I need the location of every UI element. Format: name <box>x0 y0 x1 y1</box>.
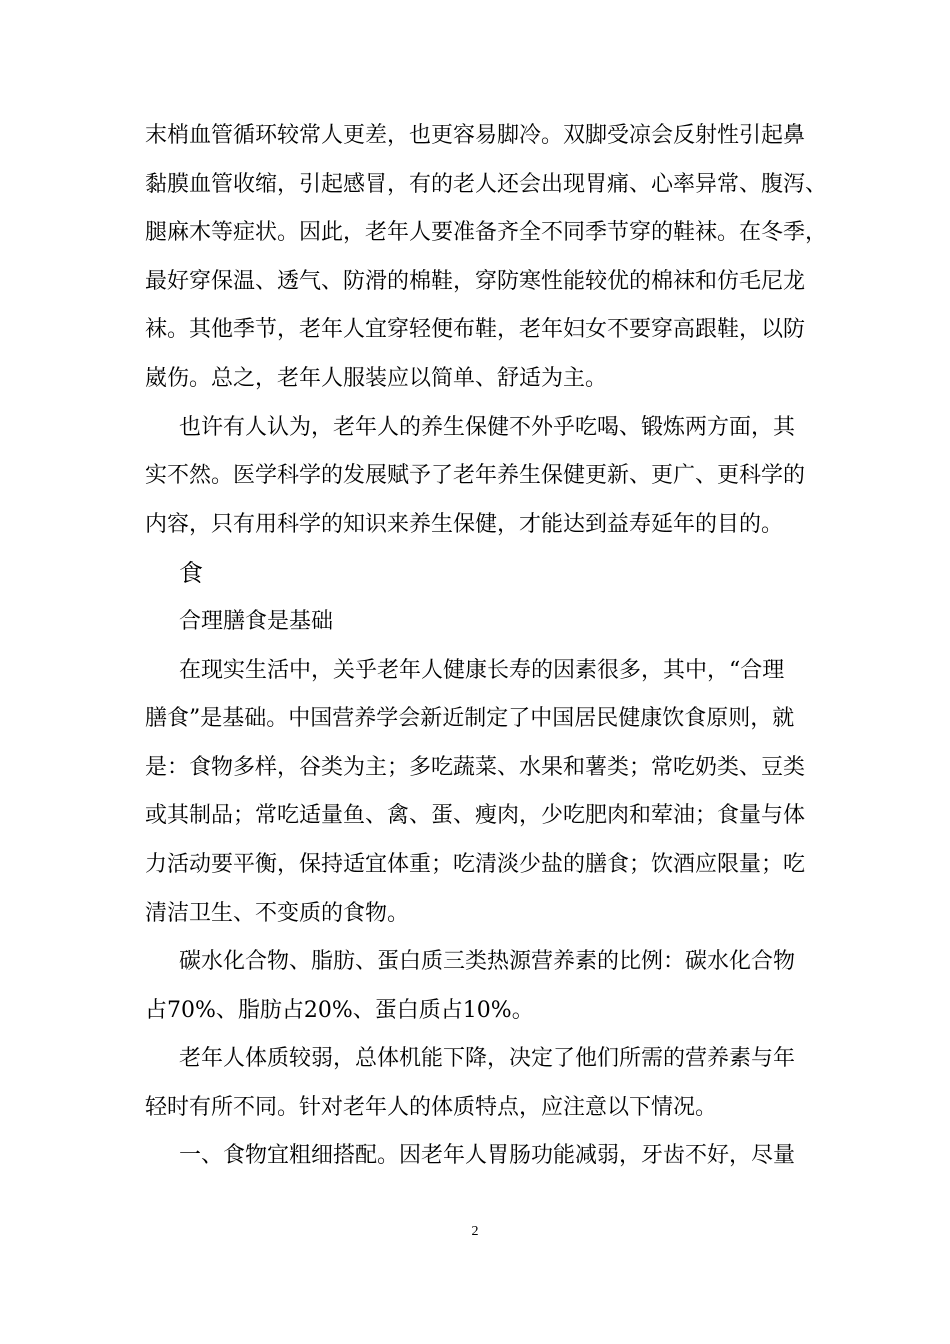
text-line: 最好穿保温、透气、防滑的棉鞋，穿防寒性能较优的棉袜和仿毛尼龙 <box>145 268 806 294</box>
text-line: 碳水化合物、脂肪、蛋白质三类热源营养素的比例：碳水化合物 <box>179 949 796 975</box>
paragraph-clothing-shoes <box>145 112 828 404</box>
section-subheading: 合理膳食是基础 <box>179 608 334 634</box>
section-heading: 食 <box>179 559 203 588</box>
paragraph-elderly-constitution <box>145 1035 809 1132</box>
text-line: 腿麻木等症状。因此，老年人要准备齐全不同季节穿的鞋袜。在冬季， <box>145 220 828 246</box>
text-line: 黏膜血管收缩，引起感冒，有的老人还会出现胃痛、心率异常、腹泻、 <box>145 171 828 197</box>
paragraph-health-science <box>145 404 809 550</box>
text-line: 袜。其他季节，老年人宜穿轻便布鞋，老年妇女不要穿高跟鞋，以防 <box>145 317 806 343</box>
text-line: 轻时有所不同。针对老年人的体质特点，应注意以下情况。 <box>145 1094 718 1120</box>
text-line: 占70%、脂肪占20%、蛋白质占10%。 <box>145 997 534 1023</box>
text-line: 是：食物多样，谷类为主；多吃蔬菜、水果和薯类；常吃奶类、豆类 <box>145 754 806 780</box>
text-line: 膳食”是基础。中国营养学会新近制定了中国居民健康饮食原则，就 <box>145 706 795 732</box>
text-line: 一、食物宜粗细搭配。因老年人胃肠功能减弱，牙齿不好，尽量 <box>179 1143 796 1169</box>
text-line: 内容，只有用科学的知识来养生保健，才能达到益寿延年的目的。 <box>145 511 784 537</box>
text-line: 也许有人认为，老年人的养生保健不外乎吃喝、锻炼两方面，其 <box>179 414 796 440</box>
text-line: 力活动要平衡，保持适宜体重；吃清淡少盐的膳食；饮酒应限量；吃 <box>145 851 806 877</box>
text-line: 崴伤。总之，老年人服装应以简单、舒适为主。 <box>145 365 608 391</box>
page-body <box>145 112 828 1181</box>
page-number: 2 <box>471 1224 479 1239</box>
text-line: 或其制品；常吃适量鱼、禽、蛋、瘦肉，少吃肥肉和荤油；食量与体 <box>145 803 806 829</box>
text-line: 老年人体质较弱，总体机能下降，决定了他们所需的营养素与年 <box>179 1046 796 1072</box>
text-line: 在现实生活中，关乎老年人健康长寿的因素很多，其中，“合理 <box>179 657 785 683</box>
paragraph-dietary-principles <box>145 647 809 939</box>
paragraph-coarse-fine-food <box>145 1132 809 1181</box>
text-line: 实不然。医学科学的发展赋予了老年养生保健更新、更广、更科学的 <box>145 463 806 489</box>
text-line: 清洁卫生、不变质的食物。 <box>145 900 410 926</box>
paragraph-nutrient-ratio <box>145 938 809 1035</box>
text-line: 末梢血管循环较常人更差，也更容易脚冷。双脚受凉会反射性引起鼻 <box>145 123 806 148</box>
